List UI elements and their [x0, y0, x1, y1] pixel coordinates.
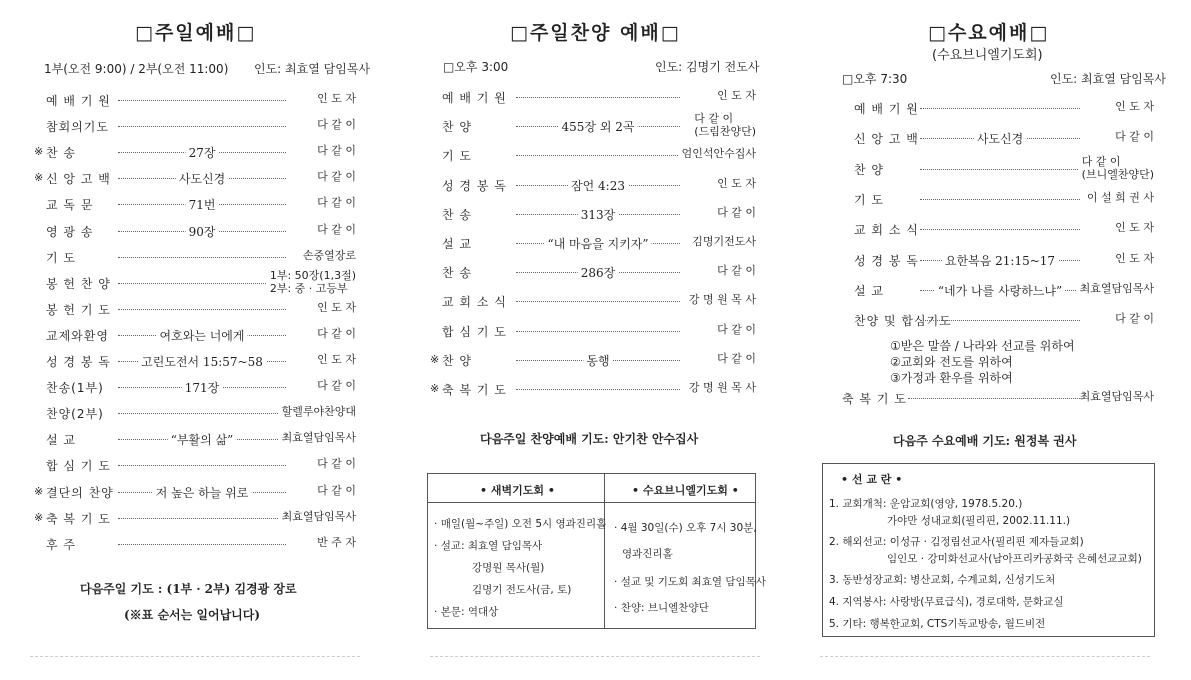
order-person: 인 도 자 — [314, 92, 356, 105]
order-person: 할렐루야찬양대 — [279, 405, 356, 418]
order-row — [34, 118, 356, 134]
order-person: 다 같 이 — [714, 352, 756, 365]
order-detail: 저 높은 하늘 위로 — [153, 484, 252, 501]
order-person: 다 같 이 — [714, 206, 756, 219]
order-name: 예 배 기 원 — [46, 94, 111, 108]
order-person-line1: 다 같 이 — [694, 112, 734, 126]
order-detail: “네가 나를 사랑하느냐” — [935, 282, 1065, 299]
order-name: 성 경 봉 독 — [854, 253, 919, 268]
order-row — [430, 89, 756, 105]
mission-box — [822, 463, 1155, 637]
order-detail: 사도신경 — [974, 130, 1026, 147]
order-person: 최효열담임목사 — [279, 431, 356, 444]
order-row — [34, 510, 356, 526]
order-person-line1: 다 같 이 — [1081, 154, 1121, 168]
order-person: 최효열담임목사 — [279, 510, 356, 523]
mission-item-1: 1. 교회개척: 운암교회(영양, 1978.5.20.) — [829, 498, 1023, 510]
order-person: 다 같 이 — [314, 144, 356, 157]
order-name: 찬송(1부) — [46, 381, 104, 396]
order-detail: 286장 — [578, 264, 619, 281]
mission-item-4: 4. 지역봉사: 사랑방(무료급식), 경로대학, 문화교실 — [829, 596, 1064, 608]
order-person: 다 같 이 — [314, 223, 356, 236]
order-person: 엄인석안수집사 — [679, 147, 756, 160]
wed-line-1: · 4월 30일(수) 오후 7시 30분, — [614, 522, 757, 534]
order-row — [842, 390, 1154, 406]
dawn-line-2: · 설교: 최효열 담임목사 — [434, 540, 543, 552]
order-name: 설 교 — [46, 433, 76, 448]
leader-dots — [920, 169, 1080, 170]
standing-mark: ※ — [430, 352, 440, 366]
dawn-line-5: · 본문: 역대상 — [434, 606, 499, 618]
order-row — [430, 323, 756, 339]
leader-dots — [920, 229, 1080, 230]
sunday-title: □주일예배□ — [135, 22, 257, 44]
leader-dots — [516, 301, 680, 302]
order-detail: 고린도전서 15:57~58 — [138, 353, 266, 370]
order-person-line2: (브니엘찬양단) — [1081, 167, 1154, 181]
order-person-line1: 1부: 50장(1,3절) — [269, 268, 356, 282]
order-person: 다 같 이 — [1112, 130, 1154, 143]
order-name: 찬 송 — [442, 207, 472, 222]
standing-mark: ※ — [34, 510, 44, 524]
sunday-service-column — [0, 0, 390, 680]
order-person: 최효열담임목사 — [1079, 390, 1154, 403]
order-row — [842, 252, 1154, 268]
order-row — [34, 301, 356, 317]
dawn-prayer-title: • 새벽기도회 • — [480, 484, 555, 497]
dawn-line-3: 강명원 목사(월) — [472, 562, 545, 574]
mission-item-1b: 가야만 성내교회(필리핀, 2002.11.11.) — [887, 515, 1071, 527]
order-person: 인 도 자 — [714, 177, 756, 190]
order-row — [430, 293, 756, 309]
order-row — [430, 112, 756, 139]
leader-dots — [516, 331, 680, 332]
order-person: 김명기전도사 — [689, 235, 756, 248]
leader-dots — [920, 199, 1080, 200]
order-name: 설 교 — [854, 283, 884, 298]
order-row — [842, 154, 1154, 181]
order-person: 강 명 원 목 사 — [686, 293, 756, 306]
order-row — [34, 249, 356, 265]
order-row — [34, 405, 356, 421]
leader-dots — [118, 257, 286, 258]
order-name: 영 광 송 — [46, 224, 94, 239]
leader-dots — [118, 126, 286, 127]
order-person: 반 주 자 — [314, 536, 356, 549]
order-row — [34, 379, 356, 395]
wednesday-time: □오후 7:30 — [842, 72, 908, 86]
order-row — [430, 206, 756, 222]
leader-dots — [118, 465, 286, 466]
order-name: 교제와환영 — [46, 328, 109, 343]
order-name: 찬 양 — [854, 162, 884, 177]
order-detail: 90장 — [186, 223, 219, 240]
order-person: 인 도 자 — [714, 89, 756, 102]
order-person — [1079, 155, 1154, 181]
order-row — [430, 147, 756, 163]
order-name: 찬 송 — [46, 146, 76, 161]
wednesday-title: □수요예배□ — [928, 22, 1050, 44]
afternoon-time: □오후 3:00 — [443, 60, 509, 74]
sunday-leader: 인도: 최효열 담임목사 — [254, 62, 371, 76]
order-name: 후 주 — [46, 537, 76, 552]
bottom-dashed-line — [430, 656, 760, 657]
order-name: 찬양(2부) — [46, 407, 104, 422]
order-person: 다 같 이 — [314, 196, 356, 209]
wednesday-next-prayer: 다음주 수요예배 기도: 원정복 권사 — [893, 434, 1077, 448]
order-person: 다 같 이 — [314, 170, 356, 183]
mission-item-3: 3. 동반성장교회: 병산교회, 수계교회, 신성기도처 — [829, 574, 1056, 586]
leader-dots — [516, 155, 680, 156]
order-name: 교 회 소 식 — [442, 295, 507, 310]
order-name: 예 배 기 원 — [442, 91, 507, 105]
order-detail: 455장 외 2곡 — [559, 118, 638, 135]
afternoon-title: □주일찬양 예배□ — [510, 22, 681, 44]
order-person-line2: (드림찬양단) — [694, 125, 756, 139]
order-detail: “부활의 삶” — [168, 431, 236, 448]
order-row — [34, 457, 356, 473]
bottom-dashed-line — [30, 656, 360, 657]
order-person — [691, 112, 756, 138]
order-detail: 잠언 4:23 — [568, 177, 628, 194]
order-name: 찬양 및 합심기도 — [854, 314, 952, 329]
order-row — [34, 327, 356, 343]
mission-item-2: 2. 해외선교: 이성규 · 김정림선교사(필리핀 제자들교회) — [829, 536, 1084, 548]
order-detail: 여호와는 너에게 — [157, 327, 248, 344]
order-detail: 사도신경 — [176, 170, 228, 187]
order-name: 기 도 — [854, 192, 884, 207]
standing-mark: ※ — [34, 171, 44, 185]
order-person-line2: 2부: 중 · 고등부 — [269, 281, 348, 295]
order-name: 신 앙 고 백 — [46, 172, 111, 187]
order-name: 찬 송 — [442, 266, 472, 281]
mission-title: • 선 교 란 • — [841, 473, 903, 486]
order-name: 성 경 봉 독 — [442, 178, 507, 193]
mission-item-5: 5. 기타: 행복한교회, CTS기독교방송, 월드비전 — [829, 618, 1046, 630]
order-row — [842, 191, 1154, 207]
leader-dots — [118, 100, 286, 101]
order-person: 다 같 이 — [314, 484, 356, 497]
leader-dots — [908, 398, 1084, 399]
wednesday-prayer-title: • 수요브니엘기도회 • — [632, 484, 739, 497]
order-person: 인 도 자 — [314, 301, 356, 314]
order-person: 다 같 이 — [714, 264, 756, 277]
order-person: 인 도 자 — [314, 353, 356, 366]
order-person: 다 같 이 — [314, 118, 356, 131]
order-row — [430, 264, 756, 280]
order-name: 찬 양 — [442, 353, 472, 368]
order-detail: 71번 — [186, 196, 219, 213]
leader-dots — [920, 320, 1080, 321]
order-person: 최효열담임목사 — [1077, 282, 1154, 295]
order-name: 봉 헌 기 도 — [46, 302, 111, 317]
order-row — [430, 352, 756, 368]
leader-dots — [118, 309, 286, 310]
order-person: 다 같 이 — [314, 457, 356, 470]
order-name: 봉 헌 찬 양 — [46, 276, 111, 291]
order-row — [34, 144, 356, 160]
order-person: 다 같 이 — [714, 323, 756, 336]
leader-dots — [118, 283, 286, 284]
order-row — [34, 92, 356, 108]
mission-item-2b: 임인모 · 강미화선교사(남아프리카공화국 은혜선교교회) — [887, 553, 1142, 565]
order-person: 인 도 자 — [1112, 221, 1154, 234]
box-divider — [604, 474, 605, 628]
order-person: 손중열장로 — [300, 249, 356, 262]
standing-mark: ※ — [34, 484, 44, 498]
leader-dots — [118, 518, 286, 519]
standing-mark: ※ — [34, 145, 44, 159]
order-detail: 동행 — [583, 352, 612, 369]
order-row — [34, 170, 356, 186]
order-person: 다 같 이 — [1112, 312, 1154, 325]
order-row — [34, 431, 356, 447]
sunday-standing-note: (※표 순서는 일어납니다) — [124, 608, 261, 622]
order-row — [842, 221, 1154, 237]
order-detail: “내 마음을 지키자” — [544, 235, 651, 252]
order-name: 기 도 — [442, 149, 472, 164]
sunday-next-prayer: 다음주일 기도 : (1부 · 2부) 김경광 장로 — [80, 582, 297, 596]
leader-dots — [516, 389, 680, 390]
order-name: 축 복 기 도 — [442, 383, 507, 397]
order-row — [842, 312, 1154, 328]
prayer-topic-3: ③가정과 환우를 위하여 — [890, 371, 1013, 385]
order-name: 축 복 기 도 — [46, 511, 111, 526]
order-row — [842, 100, 1154, 116]
box-header-line — [428, 502, 755, 503]
order-name: 기 도 — [46, 250, 76, 265]
order-name: 참회의기도 — [46, 120, 109, 135]
leader-dots — [920, 108, 1080, 109]
dawn-line-4: 김명기 전도사(금, 토) — [472, 584, 572, 596]
leader-dots — [118, 413, 286, 414]
order-name: 예 배 기 원 — [854, 102, 919, 116]
order-name: 교 회 소 식 — [854, 223, 919, 238]
prayer-topic-2: ②교회와 전도를 위하여 — [890, 355, 1013, 369]
order-row — [34, 196, 356, 212]
dawn-line-1: · 매일(월~주일) 오전 5시 영과진리홀 — [434, 518, 607, 530]
order-name: 축 복 기 도 — [842, 392, 907, 406]
order-detail: 요한복음 21:15~17 — [942, 252, 1058, 269]
sunday-time: 1부(오전 9:00) / 2부(오전 11:00) — [44, 62, 229, 76]
leader-dots — [118, 544, 286, 545]
order-row — [34, 484, 356, 500]
order-person: 이 설 희 권 사 — [1084, 191, 1154, 204]
wed-line-3: · 설교 및 기도회 최효열 담임목사 — [614, 576, 766, 588]
order-person: 인 도 자 — [1112, 252, 1154, 265]
order-row — [842, 282, 1154, 298]
afternoon-next-prayer: 다음주일 찬양예배 기도: 안기찬 안수집사 — [480, 432, 699, 446]
order-name: 신 앙 고 백 — [854, 132, 919, 147]
order-row — [34, 353, 356, 369]
afternoon-leader: 인도: 김명기 전도사 — [655, 60, 760, 74]
order-name: 교 독 문 — [46, 198, 94, 213]
order-detail: 171장 — [182, 379, 223, 396]
prayer-meeting-box — [427, 473, 766, 629]
wednesday-leader: 인도: 최효열 담임목사 — [1050, 72, 1167, 86]
order-row — [430, 177, 756, 193]
order-row — [842, 130, 1154, 146]
order-detail: 313장 — [578, 206, 619, 223]
order-row — [34, 268, 356, 295]
standing-mark: ※ — [430, 382, 440, 395]
order-person: 인 도 자 — [1112, 100, 1154, 113]
order-name: 합 심 기 도 — [46, 459, 111, 474]
order-person: 다 같 이 — [314, 379, 356, 392]
order-name: 성 경 봉 독 — [46, 355, 111, 369]
wed-line-4: · 찬양: 브니엘찬양단 — [614, 602, 709, 614]
order-row — [34, 223, 356, 239]
order-row — [430, 381, 756, 397]
order-name: 합 심 기 도 — [442, 324, 507, 339]
prayer-topic-1: ①받은 말씀 / 나라와 선교를 위하여 — [890, 339, 1075, 353]
order-name: 찬 양 — [442, 120, 472, 135]
wed-line-2: 영과진리홀 — [622, 548, 673, 560]
order-detail: 27장 — [186, 144, 219, 161]
order-name: 결단의 찬양 — [46, 485, 114, 500]
order-row — [34, 536, 356, 552]
order-person — [267, 269, 356, 295]
order-name: 설 교 — [442, 237, 472, 251]
bottom-dashed-line — [820, 656, 1150, 657]
order-person: 강 명 원 목 사 — [686, 381, 756, 394]
order-person: 다 같 이 — [314, 327, 356, 340]
order-row — [430, 235, 756, 251]
wednesday-subtitle: (수요브니엘기도회) — [932, 48, 1043, 63]
leader-dots — [516, 97, 680, 98]
